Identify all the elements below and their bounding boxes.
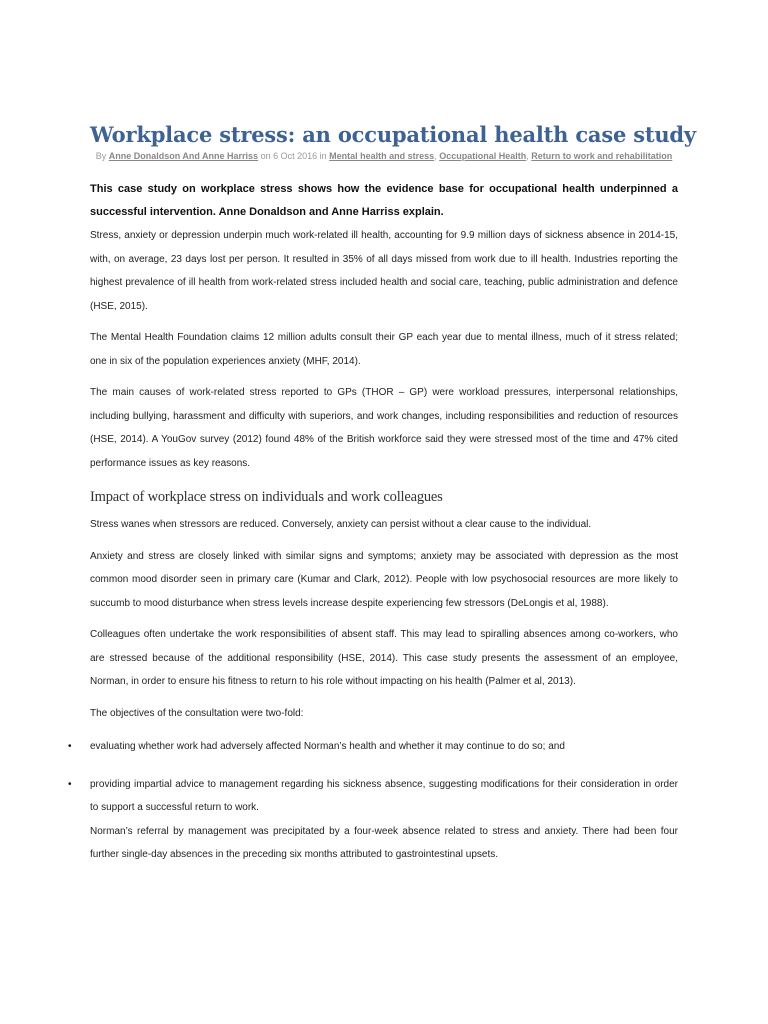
list-item xyxy=(68,735,678,759)
objectives-list xyxy=(68,735,678,820)
article-title: Workplace stress: an occupational health case study xyxy=(90,122,696,147)
paragraph: The main causes of work-related stress reported to GPs (THOR – GP) were workload pressures, interpersonal relationships, including bullying, harassment and difficulty with superiors, and work changes, including responsibilities and reduction of resources (HSE, 2014). A YouGov survey (2012) found 48% of the British workforce said they were stressed most of the time and 47% cited performance issues as key reasons. xyxy=(90,387,678,469)
paragraph: Stress, anxiety or depression underpin much work-related ill health, accounting for 9.9 million days of sickness absence in 2014-15, with, on average, 23 days lost per person. It resulted in 35% of all days missed from work due to ill health. Industries reporting the highest prevalence of ill health from work-related stress included health and social care, teaching, public administration and defence (HSE, 2015). xyxy=(90,230,678,312)
byline: By Anne Donaldson And Anne Harriss on 6 Oct 2016 in Mental health and stress, Occupational Health, Return to work and rehabilitation xyxy=(95,151,673,161)
category-link-return-to-work[interactable]: Return to work and rehabilitation xyxy=(531,151,673,161)
article-intro: This case study on workplace stress shows how the evidence base for occupational health underpinned a successful intervention. Anne Donaldson and Anne Harriss explain. xyxy=(90,183,678,218)
bullet-icon: • xyxy=(68,741,72,752)
byline-by: By xyxy=(95,151,107,161)
byline-date: on 6 Oct 2016 in xyxy=(260,151,327,161)
paragraph: The objectives of the consultation were two-fold: xyxy=(90,707,304,719)
author-link[interactable]: Anne Donaldson And Anne Harriss xyxy=(108,151,259,161)
list-item xyxy=(68,773,678,820)
paragraph: Anxiety and stress are closely linked with similar signs and symptoms; anxiety may be associated with depression as the most common mood disorder seen in primary care (Kumar and Clark, 2012). People with low psychosocial resources are more likely to succumb to mood disturbance when stress levels increase despite experiencing few stressors (DeLongis et al, 1988). xyxy=(90,550,678,609)
category-link-mental-health[interactable]: Mental health and stress xyxy=(329,151,435,161)
paragraph: Colleagues often undertake the work responsibilities of absent staff. This may lead to spiralling absences among co-workers, who are stressed because of the additional responsibility (HSE, 2014). This case study presents the assessment of an employee, Norman, in order to ensure his fitness to return to his role without impacting on his health (Palmer et al, 2013). xyxy=(90,629,678,687)
closing-paragraph: Norman’s referral by management was precipitated by a four-week absence related to stress and anxiety. There had been four further single-day absences in the preceding six months attributed to gastrointestinal upsets. xyxy=(90,825,678,860)
list-item-text: providing impartial advice to management regarding his sickness absence, suggesting modifications for their consideration in order to support a successful return to work. xyxy=(90,778,678,813)
category-link-occupational-health[interactable]: Occupational Health xyxy=(439,151,527,161)
list-item-text: evaluating whether work had adversely affected Norman’s health and whether it may continue to do so; and xyxy=(90,741,565,752)
bullet-icon: • xyxy=(68,778,72,790)
paragraph: The Mental Health Foundation claims 12 million adults consult their GP each year due to mental illness, much of it stress related; one in six of the population experiences anxiety (MHF, 2014). xyxy=(90,332,678,367)
paragraph: Stress wanes when stressors are reduced. Conversely, anxiety can persist without a clear cause to the individual. xyxy=(90,519,592,530)
section-heading: Impact of workplace stress on individuals and work colleagues xyxy=(90,489,443,505)
